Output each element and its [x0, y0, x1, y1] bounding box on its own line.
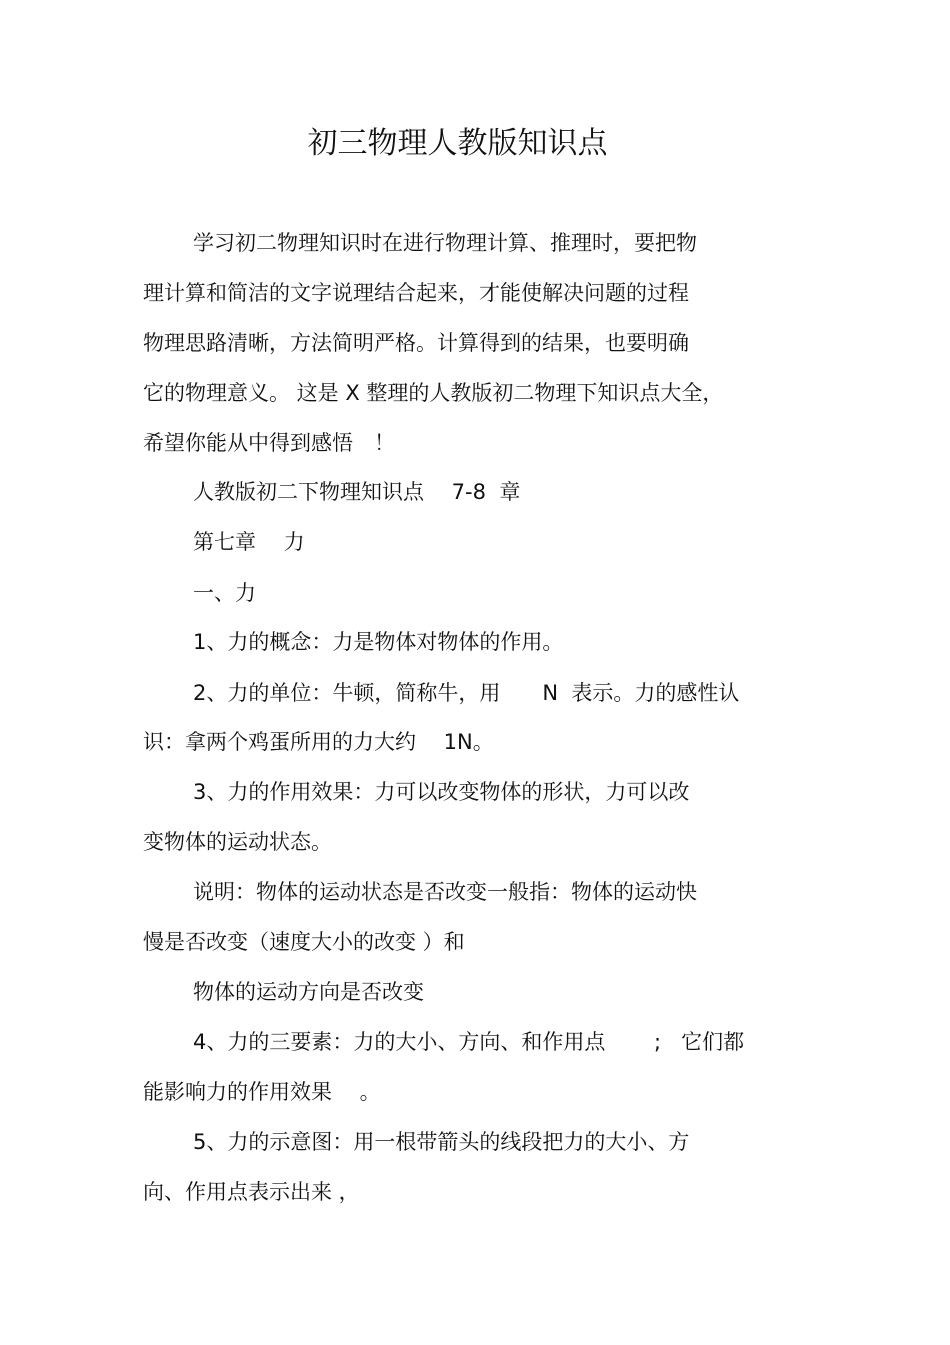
paragraph-line: 它的物理意义。 这是 X 整理的人教版初二物理下知识点大全，: [143, 381, 724, 405]
list-item: 3、力的作用效果：力可以改变物体的形状，力可以改: [193, 780, 690, 804]
paragraph-line: 理计算和简洁的文字说理结合起来，才能使解决问题的过程: [143, 281, 689, 305]
document-title: 初三物理人教版知识点: [307, 126, 608, 161]
list-item-continuation: 向、作用点表示出来 ，: [143, 1180, 360, 1204]
paragraph-line: 学习初二物理知识时在进行物理计算、推理时，要把物: [193, 231, 697, 255]
paragraph-line: 物理思路清晰，方法简明严格。计算得到的结果，也要明确: [143, 331, 689, 355]
list-item-continuation: 变物体的运动状态。: [143, 830, 332, 854]
paragraph-line: 希望你能从中得到感悟 ！: [143, 431, 395, 455]
list-item-continuation: 识：拿两个鸡蛋所用的力大约 1N。: [143, 730, 494, 754]
list-item: 5、力的示意图：用一根带箭头的线段把力的大小、方: [193, 1130, 690, 1154]
list-item: 2、力的单位：牛顿，简称牛，用 N 表示。力的感性认: [193, 681, 740, 705]
subsection-heading: 一、力: [193, 581, 256, 605]
section-heading: 人教版初二下物理知识点 7-8 章: [193, 480, 521, 504]
list-item-continuation: 能影响力的作用效果 。: [143, 1080, 381, 1104]
list-item: 4、力的三要素：力的大小、方向、和作用点 ; 它们都: [193, 1030, 745, 1054]
note-line: 物体的运动方向是否改变: [193, 980, 424, 1004]
list-item: 1、力的概念：力是物体对物体的作用。: [193, 630, 564, 654]
note-line: 说明：物体的运动状态是否改变一般指：物体的运动快: [193, 880, 697, 904]
note-line: 慢是否改变（速度大小的改变 ）和: [143, 930, 465, 954]
chapter-heading: 第七章 力: [193, 530, 305, 554]
